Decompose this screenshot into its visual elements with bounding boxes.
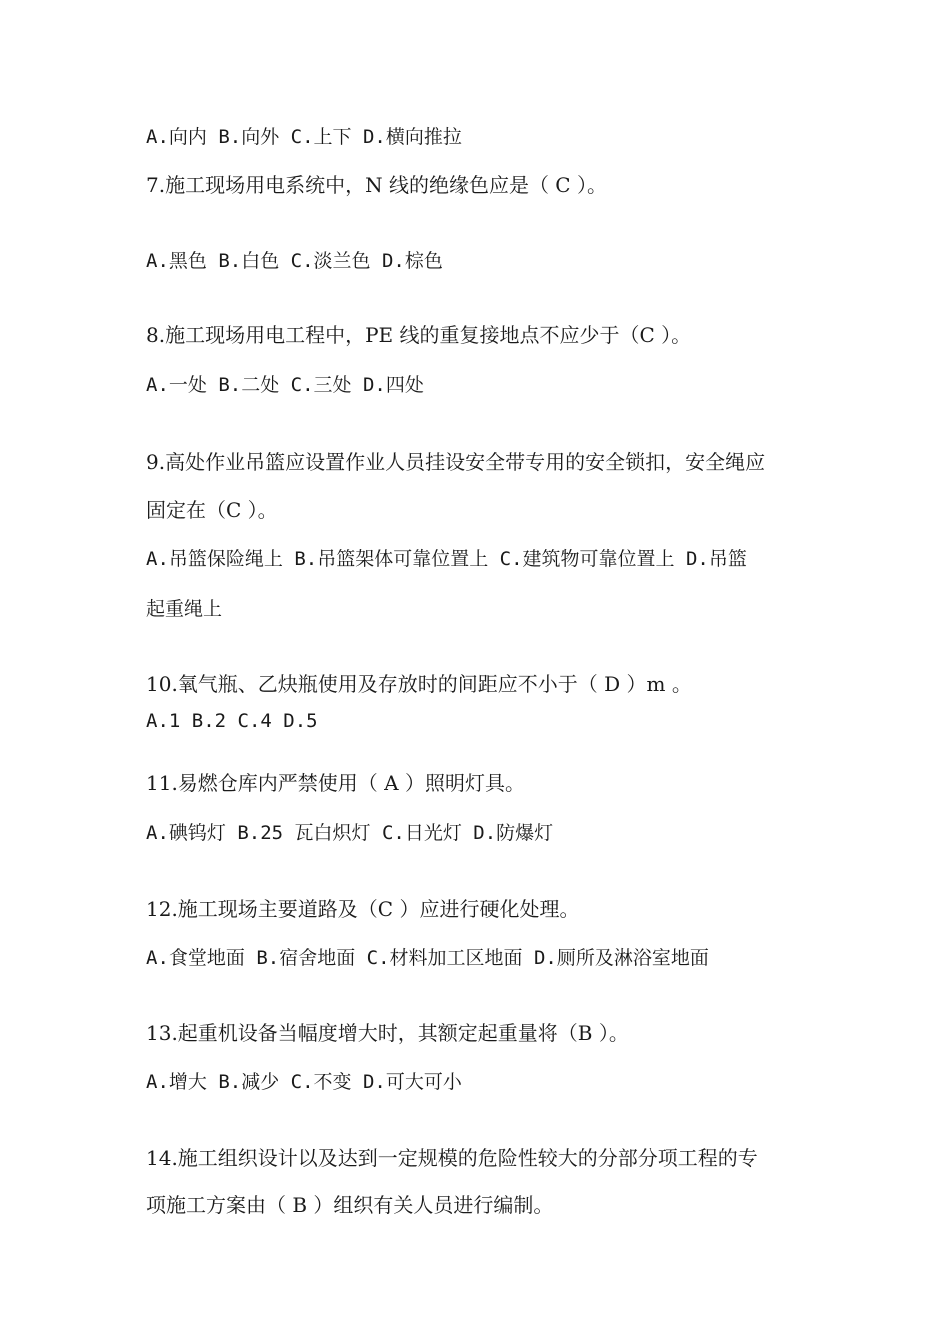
q8-options: A.一处 B.二处 C.三处 D.四处 [146,374,424,396]
q9-question-line-1: 9.高处作业吊篮应设置作业人员挂设安全带专用的安全锁扣，安全绳应 [146,450,766,474]
q12-options: A.食堂地面 B.宿舍地面 C.材料加工区地面 D.厕所及淋浴室地面 [146,947,709,969]
q9-options-line-2: 起重绳上 [146,598,223,620]
q10-question: 10.氧气瓶、乙炔瓶使用及存放时的间距应不小于（ D ）m 。 [146,672,692,696]
q9-options-line-1: A.吊篮保险绳上 B.吊篮架体可靠位置上 C.建筑物可靠位置上 D.吊篮 [146,548,747,570]
q10-options: A.1 B.2 C.4 D.5 [146,710,318,732]
q7-question: 7.施工现场用电系统中，N 线的绝缘色应是（ C ）。 [146,173,607,197]
q11-question: 11.易燃仓库内严禁使用（ A ）照明灯具。 [146,771,525,795]
q8-question: 8.施工现场用电工程中，PE 线的重复接地点不应少于（C ）。 [146,323,692,347]
q6-options: A.向内 B.向外 C.上下 D.横向推拉 [146,126,462,148]
q9-question-line-2: 固定在（C ）。 [146,498,278,522]
q7-options: A.黑色 B.白色 C.淡兰色 D.棕色 [146,250,443,272]
q14-question-line-1: 14.施工组织设计以及达到一定规模的危险性较大的分部分项工程的专 [146,1146,758,1170]
q14-question-line-2: 项施工方案由（ B ）组织有关人员进行编制。 [146,1193,554,1217]
q12-question: 12.施工现场主要道路及（C ）应进行硬化处理。 [146,897,580,921]
q13-question: 13.起重机设备当幅度增大时，其额定起重量将（B ）。 [146,1021,629,1045]
q13-options: A.增大 B.减少 C.不变 D.可大可小 [146,1071,462,1093]
q11-options: A.碘钨灯 B.25 瓦白炽灯 C.日光灯 D.防爆灯 [146,822,554,844]
